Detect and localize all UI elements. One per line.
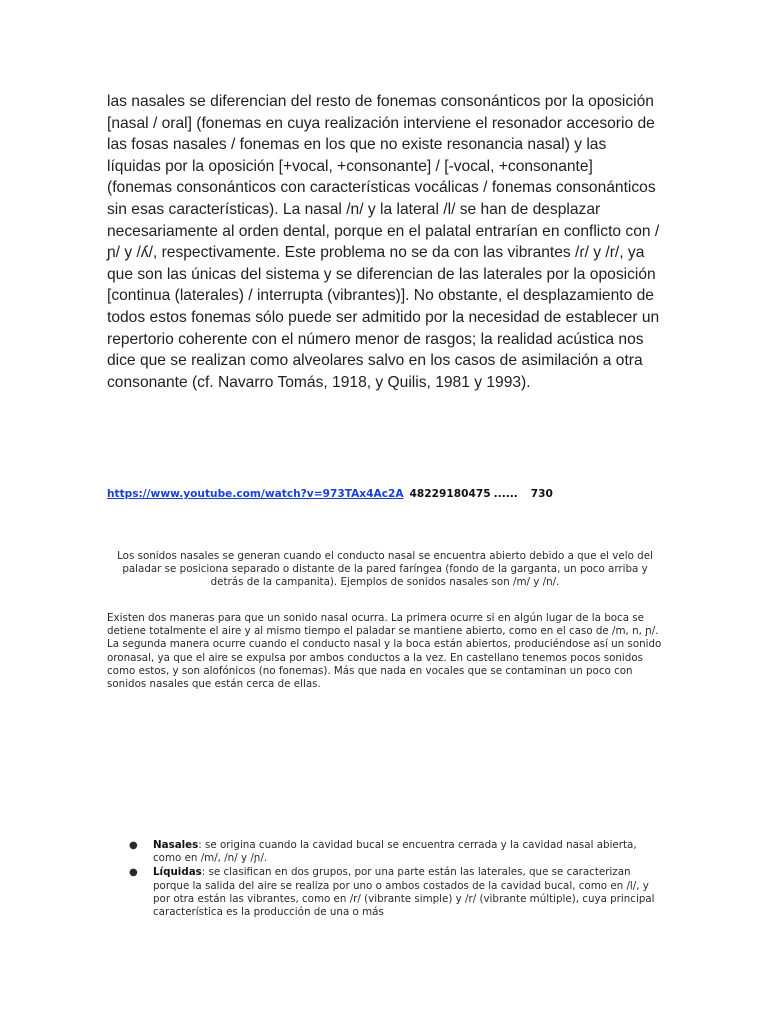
link-number: 48229180475 [409, 488, 491, 500]
bullet-list [107, 839, 663, 920]
bullet-term: Nasales [153, 839, 199, 851]
bullet-text: : se clasifican en dos grupos, por una parte están las laterales, que se caracterizan porque la salida del aire se realiza por uno o ambos costados de la cavidad bucal, como en /l/, y por otra están las vibrantes, como en /r/ (vibrante simple) y /r/ (vibrante múltiple), cuya principal característica es la producción de una o más [153, 866, 655, 919]
link-line [107, 487, 667, 501]
bullet-term: Líquidas [153, 866, 202, 879]
nasal-ways-paragraph: Existen dos maneras para que un sonido nasal ocurra. La primera ocurre si en algún lugar de la boca se detiene totalmente el aire y al mismo tiempo el paladar se mantiene abierto, como en el caso de /m, n, ɲ/. La segunda manera ocurre cuando el conducto nasal y la boca están abiertos, produciéndose así un sonido oronasal, ya que el aire se expulsa por ambos conductos a la vez. En castellano tenemos pocos sonidos como estos, y son alofónicos (no fonemas). Más que nada en vocales que se contaminan un poco con sonidos nasales que están cerca de ellas. [107, 612, 662, 691]
bullet-icon: ● [129, 867, 138, 879]
bullet-icon: ● [129, 840, 138, 851]
list-item [107, 839, 663, 865]
nasal-sounds-paragraph: Los sonidos nasales se generan cuando el conducto nasal se encuentra abierto debido a que el velo del paladar se posiciona separado o distante de la pared faríngea (fondo de la garganta, un poco arriba y detrás de la campanita). Ejemplos de sonidos nasales son /m/ y /n/. [117, 550, 653, 589]
list-item [107, 866, 663, 919]
link-count: 730 [530, 488, 553, 500]
main-paragraph: las nasales se diferencian del resto de fonemas consonánticos por la oposición [nasal / oral] (fonemas en cuya realización interviene el resonador accesorio de las fosas nasales / fonemas en los que no existe resonancia nasal) y las líquidas por la oposición [+vocal, +consonante] / [-vocal, +consonante] (fonemas consonánticos con características vocálicas / fonemas consonánticos sin esas características). La nasal /n/ y la lateral /l/ se han de desplazar necesariamente al orden dental, porque en el palatal entrarían en conflicto con /ɲ/ y /ʎ/, respectivamente. Este problema no se da con las vibrantes /ɾ/ y /r/, ya que son las únicas del sistema y se diferencian de las laterales por la oposición [continua (laterales) / interrupta (vibrantes)]. No obstante, el desplazamiento de todos estos fonemas sólo puede ser admitido por la necesidad de establecer un repertorio coherente con el número menor de rasgos; la realidad acústica nos dice que se realizan como alveolares salvo en los casos de asimilación a otra consonante (cf. Navarro Tomás, 1918, y Quilis, 1981 y 1993). [107, 93, 660, 391]
youtube-link[interactable]: https://www.youtube.com/watch?v=973TAx4Ac2A [107, 488, 404, 500]
link-dots: ...... [493, 488, 518, 500]
bullet-text: : se origina cuando la cavidad bucal se encuentra cerrada y la cavidad nasal abierta, como en /m/, /n/ y /ɲ/. [153, 839, 637, 865]
